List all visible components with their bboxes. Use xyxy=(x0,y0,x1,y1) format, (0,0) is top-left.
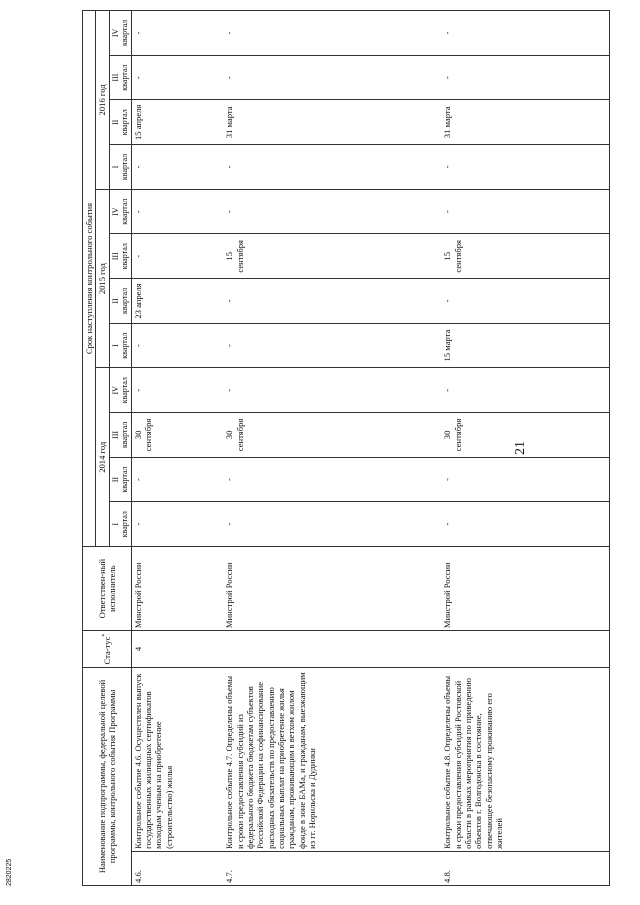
row-number: 4.6. xyxy=(131,851,223,885)
quarter-number: II xyxy=(110,298,120,304)
deadline-cell: 30 сентября xyxy=(441,413,609,458)
status-value xyxy=(223,631,441,668)
responsible-value: Минстрой России xyxy=(131,547,223,631)
quarter-number: I xyxy=(110,522,120,526)
quarter-word: квартал xyxy=(120,153,130,181)
deadline-cell: 15 апреля xyxy=(131,100,223,145)
status-value: 4 xyxy=(131,631,223,668)
deadline-cell: - xyxy=(223,55,441,100)
quarter-word: квартал xyxy=(120,287,130,315)
quarter-word: квартал xyxy=(120,64,130,91)
year-header: 2015 год xyxy=(96,189,109,368)
responsible-column-header: Ответствен-ный исполнитель xyxy=(83,547,132,631)
deadline-cell: - xyxy=(131,323,223,368)
name-column-header: Наименование подпрограммы, федеральной целевой программы, контрольного события Программы xyxy=(83,667,132,885)
deadline-cell: - xyxy=(223,11,441,56)
quarter-number: I xyxy=(110,344,120,347)
document-code xyxy=(6,806,18,886)
quarter-header xyxy=(109,502,131,547)
table-body xyxy=(131,11,609,886)
rotated-page xyxy=(80,8,580,888)
quarter-number: IV xyxy=(110,386,120,395)
deadline-cell: 30 сентября xyxy=(223,413,441,458)
deadline-cell: - xyxy=(223,279,441,324)
quarter-number: III xyxy=(110,252,120,261)
quarter-number: II xyxy=(110,476,120,483)
deadline-cell: - xyxy=(131,457,223,502)
deadline-cell: - xyxy=(131,368,223,413)
quarter-number: III xyxy=(110,73,120,82)
event-name: Контрольное событие 4.8. Определены объемы и сроки предоставления субсидий Ростовской области в рамках мероприятия по приведению объектов г. Волгодонска в состояние, отвечающее безопасному проживанию его жителей xyxy=(441,667,609,851)
deadline-cell: 15 марта xyxy=(441,323,609,368)
quarter-header xyxy=(109,323,131,368)
deadline-group-header: Срок наступления контрольного события xyxy=(83,11,96,547)
quarter-number: II xyxy=(110,119,120,125)
quarter-number: III xyxy=(110,430,120,439)
deadline-cell: - xyxy=(441,279,609,324)
year-header: 2014 год xyxy=(96,368,109,547)
deadline-cell: - xyxy=(441,11,609,56)
quarter-number: I xyxy=(110,165,120,169)
landscape-content xyxy=(80,8,580,888)
responsible-value: Минстрой России xyxy=(223,547,441,631)
quarter-header xyxy=(109,100,131,145)
deadline-cell: 31 марта xyxy=(441,100,609,145)
year-header: 2016 год xyxy=(96,11,109,190)
status-column-header: Ста-тус* xyxy=(83,631,132,668)
deadline-cell: - xyxy=(223,189,441,234)
quarter-word: квартал xyxy=(120,19,130,47)
deadline-cell: - xyxy=(441,189,609,234)
deadline-cell: - xyxy=(441,145,609,190)
deadline-cell: - xyxy=(131,145,223,190)
event-name: Контрольное событие 4.7. Определены объемы и сроки предоставления субсидий из федерального бюджета бюджетам субъектов Российской Федерации на софинансирование расходных обязательств по предоставлению социальных выплат на приобретение жилья гражданам, проживающим в ветхом жилом фонде в зоне БАМа, и гражданам, выезжающим из гг. Норильска и Дудинки xyxy=(223,667,441,851)
deadline-cell: - xyxy=(131,234,223,279)
quarter-word: квартал xyxy=(120,332,130,359)
quarter-number: IV xyxy=(110,207,120,216)
table-row xyxy=(223,11,441,886)
deadline-cell: - xyxy=(441,368,609,413)
quarter-header xyxy=(109,413,131,458)
quarter-word: квартал xyxy=(120,466,130,493)
deadline-cell: 30 сентября xyxy=(131,413,223,458)
quarter-word: квартал xyxy=(120,243,130,270)
quarter-header xyxy=(109,55,131,100)
quarter-header xyxy=(109,234,131,279)
quarter-word: квартал xyxy=(120,511,130,538)
deadline-cell: - xyxy=(441,457,609,502)
quarter-header xyxy=(109,368,131,413)
quarter-word: квартал xyxy=(120,421,130,449)
deadline-cell: 31 марта xyxy=(223,100,441,145)
row-number: 4.8. xyxy=(441,851,609,885)
deadline-cell: - xyxy=(441,502,609,547)
quarter-number: IV xyxy=(110,28,120,38)
deadline-cell: - xyxy=(223,145,441,190)
deadline-cell: - xyxy=(441,55,609,100)
deadline-cell: - xyxy=(131,189,223,234)
quarter-header xyxy=(109,457,131,502)
responsible-value: Минстрой России xyxy=(441,547,609,631)
document-code-text: 2820225 xyxy=(6,858,13,886)
quarter-header xyxy=(109,145,131,190)
deadline-cell: 15 сентября xyxy=(441,234,609,279)
deadline-cell: - xyxy=(223,457,441,502)
deadline-cell: - xyxy=(223,323,441,368)
control-events-table xyxy=(82,10,610,886)
deadline-cell: - xyxy=(223,502,441,547)
page-number: 21 xyxy=(513,441,528,455)
quarter-header xyxy=(109,189,131,234)
deadline-cell: - xyxy=(131,11,223,56)
deadline-cell: - xyxy=(223,368,441,413)
table-row xyxy=(131,11,223,886)
deadline-cell: 23 апреля xyxy=(131,279,223,324)
deadline-cell: 15 сентября xyxy=(223,234,441,279)
quarter-word: квартал xyxy=(120,377,130,404)
quarter-header xyxy=(109,11,131,56)
quarter-word: квартал xyxy=(120,198,130,225)
deadline-cell: - xyxy=(131,55,223,100)
row-number: 4.7. xyxy=(223,851,441,885)
event-name: Контрольное событие 4.6. Осуществлен выпуск государственных жилищных сертификатов молодым ученым на приобретение (строительство) жилья xyxy=(131,667,223,851)
quarter-word: квартал xyxy=(120,109,130,136)
deadline-cell: - xyxy=(131,502,223,547)
quarter-header xyxy=(109,279,131,324)
